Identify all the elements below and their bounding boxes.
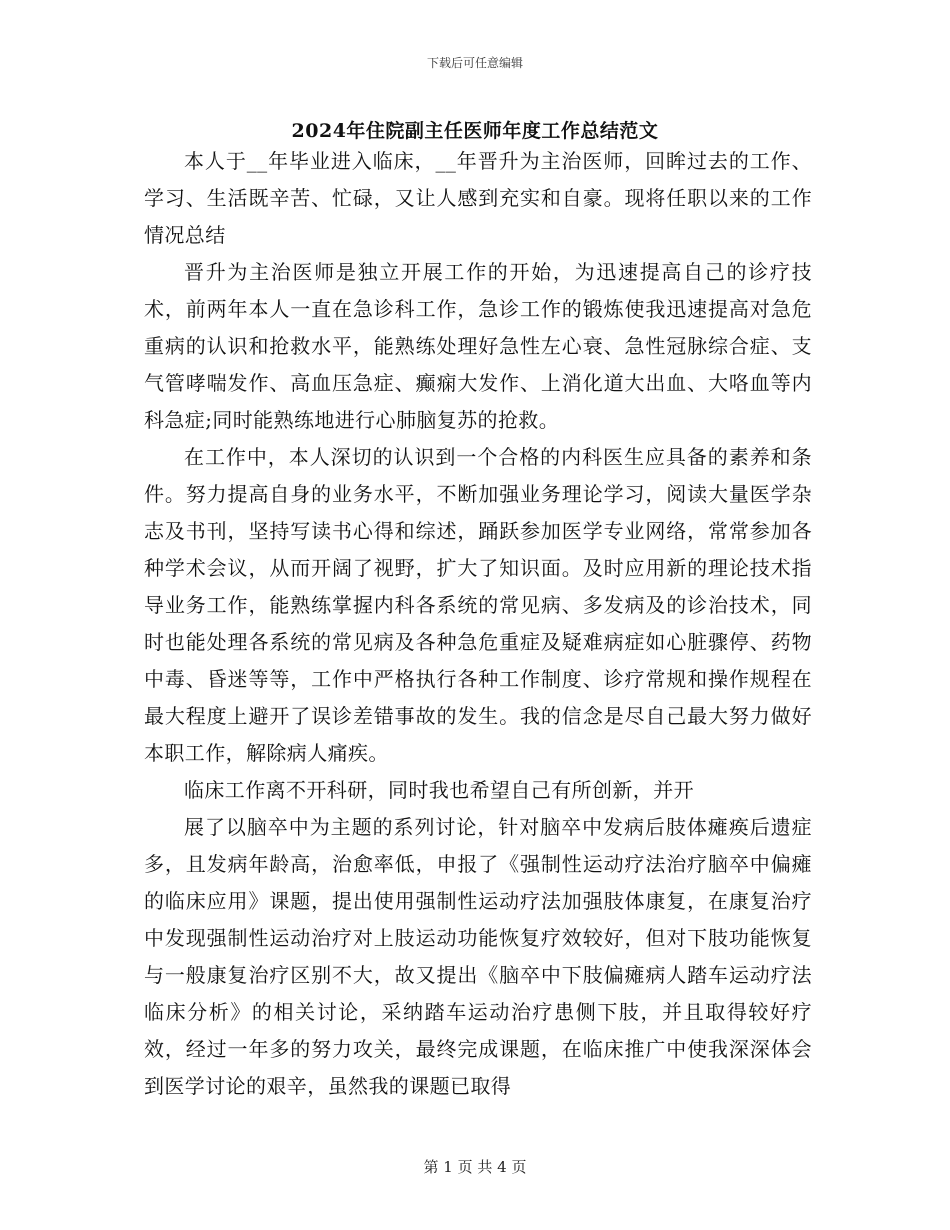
- paragraph: 本人于__年毕业进入临床，__年晋升为主治医师，回眸过去的工作、学习、生活既辛苦、忙碌，又让人感到充实和自豪。现将任职以来的工作情况总结: [144, 149, 812, 247]
- paragraph: 晋升为主治医师是独立开展工作的开始，为迅速提高自己的诊疗技术，前两年本人一直在急诊科工作，急诊工作的锻炼使我迅速提高对急危重病的认识和抢救水平，能熟练处理好急性左心衰、急性冠脉综合症、支气管哮喘发作、高血压急症、癫痫大发作、上消化道大出血、大咯血等内科急症;同时能熟练地进行心肺脑复苏的抢救。: [144, 260, 812, 432]
- paragraph: 临床工作离不开科研，同时我也希望自己有所创新，并开: [184, 778, 694, 802]
- download-edit-note: 下载后可任意编辑: [426, 56, 523, 70]
- document-body: [144, 143, 812, 1105]
- document-title: 2024年住院副主任医师年度工作总结范文: [291, 120, 659, 142]
- paragraph: 展了以脑卒中为主题的系列讨论，针对脑卒中发病后肢体瘫痪后遗症多，且发病年龄高，治愈率低，申报了《强制性运动疗法治疗脑卒中偏瘫的临床应用》课题，提出使用强制性运动疗法加强肢体康复，在康复治疗中发现强制性运动治疗对上肢运动功能恢复疗效较好，但对下肢功能恢复与一般康复治疗区别不大，故又提出《脑卒中下肢偏瘫病人踏车运动疗法临床分析》的相关讨论，采纳踏车运动治疗患侧下肢，并且取得较好疗效，经过一年多的努力攻关，最终完成课题，在临床推广中使我深深体会到医学讨论的艰辛，虽然我的课题已取得: [144, 815, 812, 1098]
- paragraph: 在工作中，本人深切的认识到一个合格的内科医生应具备的素养和条件。努力提高自身的业务水平，不断加强业务理论学习，阅读大量医学杂志及书刊，坚持写读书心得和综述，踊跃参加医学专业网络，常常参加各种学术会议，从而开阔了视野，扩大了知识面。及时应用新的理论技术指导业务工作，能熟练掌握内科各系统的常见病、多发病及的诊治技术，同时也能处理各系统的常见病及各种急危重症及疑难病症如心脏骤停、药物中毒、昏迷等等，工作中严格执行各种工作制度、诊疗常规和操作规程在最大程度上避开了误诊差错事故的发生。我的信念是尽自己最大努力做好本职工作，解除病人痛疾。: [144, 445, 812, 765]
- page-number: 第 1 页 共 4 页: [423, 1158, 527, 1176]
